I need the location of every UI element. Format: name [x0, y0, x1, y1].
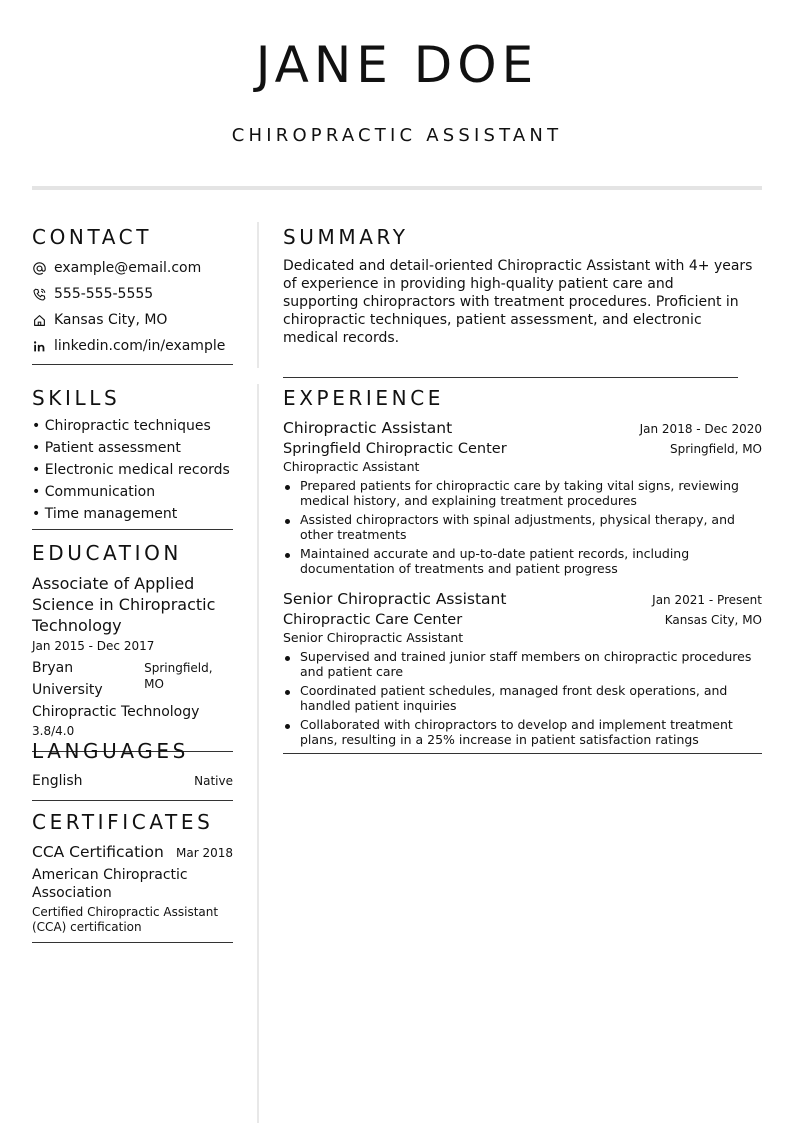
linkedin-icon	[32, 339, 46, 353]
certificate-description: Certified Chiropractic Assistant (CCA) certification	[32, 905, 219, 934]
job-title: Senior Chiropractic Assistant	[283, 590, 507, 608]
skill-item: • Communication	[32, 484, 156, 500]
contact-title: CONTACT	[32, 225, 153, 249]
certificate-issuer: American Chiropractic Association	[32, 867, 188, 901]
education-dates: Jan 2015 - Dec 2017	[32, 639, 155, 653]
column-divider-main	[257, 384, 259, 1123]
summary-section	[283, 224, 753, 378]
job-company-row	[283, 441, 762, 457]
job-entry	[283, 419, 762, 576]
candidate-name: JANE DOE	[255, 36, 539, 94]
job-company: Chiropractic Care Center	[283, 612, 463, 628]
education-title: EDUCATION	[32, 541, 182, 565]
contact-email-text: example@email.com	[54, 260, 202, 276]
job-bullets	[283, 478, 762, 576]
contact-section	[32, 224, 233, 365]
job-entry	[283, 590, 762, 747]
certificate-name: CCA Certification	[32, 843, 164, 861]
languages-rule	[32, 800, 233, 801]
language-name: English	[32, 773, 83, 789]
contact-location-text: Kansas City, MO	[54, 312, 168, 328]
job-company-row	[283, 612, 762, 628]
certificates-rule	[32, 942, 233, 943]
education-school-row	[32, 657, 233, 701]
skill-item: • Chiropractic techniques	[32, 418, 211, 434]
job-header-row	[283, 419, 762, 437]
job-bullet: Supervised and trained junior staff members on chiropractic procedures and patient care	[283, 649, 762, 679]
contact-linkedin-text: linkedin.com/in/example	[54, 338, 226, 354]
education-gpa: 3.8/4.0	[32, 724, 75, 738]
job-bullets	[283, 649, 762, 747]
job-header-row	[283, 590, 762, 608]
skills-title: SKILLS	[32, 386, 121, 410]
job-bullet: Collaborated with chiropractors to develop and implement treatment plans, resulting in a 25% increase in patient satisfaction ratings	[283, 717, 762, 747]
certificates-section	[32, 809, 233, 943]
languages-title: LANGUAGES	[32, 739, 189, 763]
job-location: Kansas City, MO	[664, 613, 762, 627]
job-role: Chiropractic Assistant	[283, 459, 420, 474]
job-dates: Jan 2018 - Dec 2020	[639, 422, 762, 436]
contact-email[interactable]	[32, 255, 233, 281]
education-field: Chiropractic Technology	[32, 704, 200, 720]
header-divider	[32, 186, 762, 190]
experience-title: EXPERIENCE	[283, 386, 445, 410]
skill-item: • Patient assessment	[32, 440, 181, 456]
job-location: Springfield, MO	[669, 442, 762, 456]
education-section	[32, 540, 233, 752]
summary-title: SUMMARY	[283, 225, 409, 249]
certificate-row	[32, 842, 233, 863]
summary-rule	[283, 377, 738, 378]
job-title: Chiropractic Assistant	[283, 419, 453, 437]
job-title-heading: CHIROPRACTIC ASSISTANT	[231, 125, 563, 146]
contact-phone[interactable]	[32, 281, 233, 307]
education-degree: Associate of Applied Science in Chiropractic Technology	[32, 574, 216, 635]
skill-item: • Time management	[32, 506, 178, 522]
language-row	[32, 770, 233, 792]
contact-phone-text: 555-555-5555	[54, 286, 154, 302]
job-bullet: Prepared patients for chiropractic care by taking vital signs, reviewing medical history, and explaining treatment procedures	[283, 478, 762, 508]
education-location: Springfield, MO	[144, 661, 213, 691]
job-dates: Jan 2021 - Present	[652, 593, 762, 607]
home-icon	[32, 313, 46, 327]
language-level: Native	[194, 774, 233, 788]
certificates-title: CERTIFICATES	[32, 810, 214, 834]
contact-rule	[32, 364, 233, 365]
experience-section	[283, 385, 762, 754]
skills-rule	[32, 529, 233, 530]
job-bullet: Coordinated patient schedules, managed front desk operations, and handled patient inquiries	[283, 683, 762, 713]
job-company: Springfield Chiropractic Center	[283, 441, 507, 457]
column-divider-top	[257, 222, 259, 368]
job-role: Senior Chiropractic Assistant	[283, 630, 464, 645]
at-icon	[32, 261, 46, 275]
summary-text: Dedicated and detail-oriented Chiropractic Assistant with 4+ years of experience in providing high-quality patient care and supporting chiropractors with treatment procedures. Proficient in chiropractic techniques, patient assessment, and electronic medical records.	[283, 258, 753, 346]
job-bullet: Assisted chiropractors with spinal adjustments, physical therapy, and other treatments	[283, 512, 762, 542]
certificate-date: Mar 2018	[176, 846, 233, 860]
languages-section	[32, 738, 233, 801]
experience-rule	[283, 753, 762, 754]
job-bullet: Maintained accurate and up-to-date patient records, including documentation of treatments and patient progress	[283, 546, 762, 576]
education-school: Bryan University	[32, 660, 103, 698]
contact-linkedin[interactable]	[32, 333, 233, 359]
phone-icon	[32, 287, 46, 301]
skill-item: • Electronic medical records	[32, 462, 230, 478]
skills-section	[32, 385, 233, 530]
contact-location	[32, 307, 233, 333]
